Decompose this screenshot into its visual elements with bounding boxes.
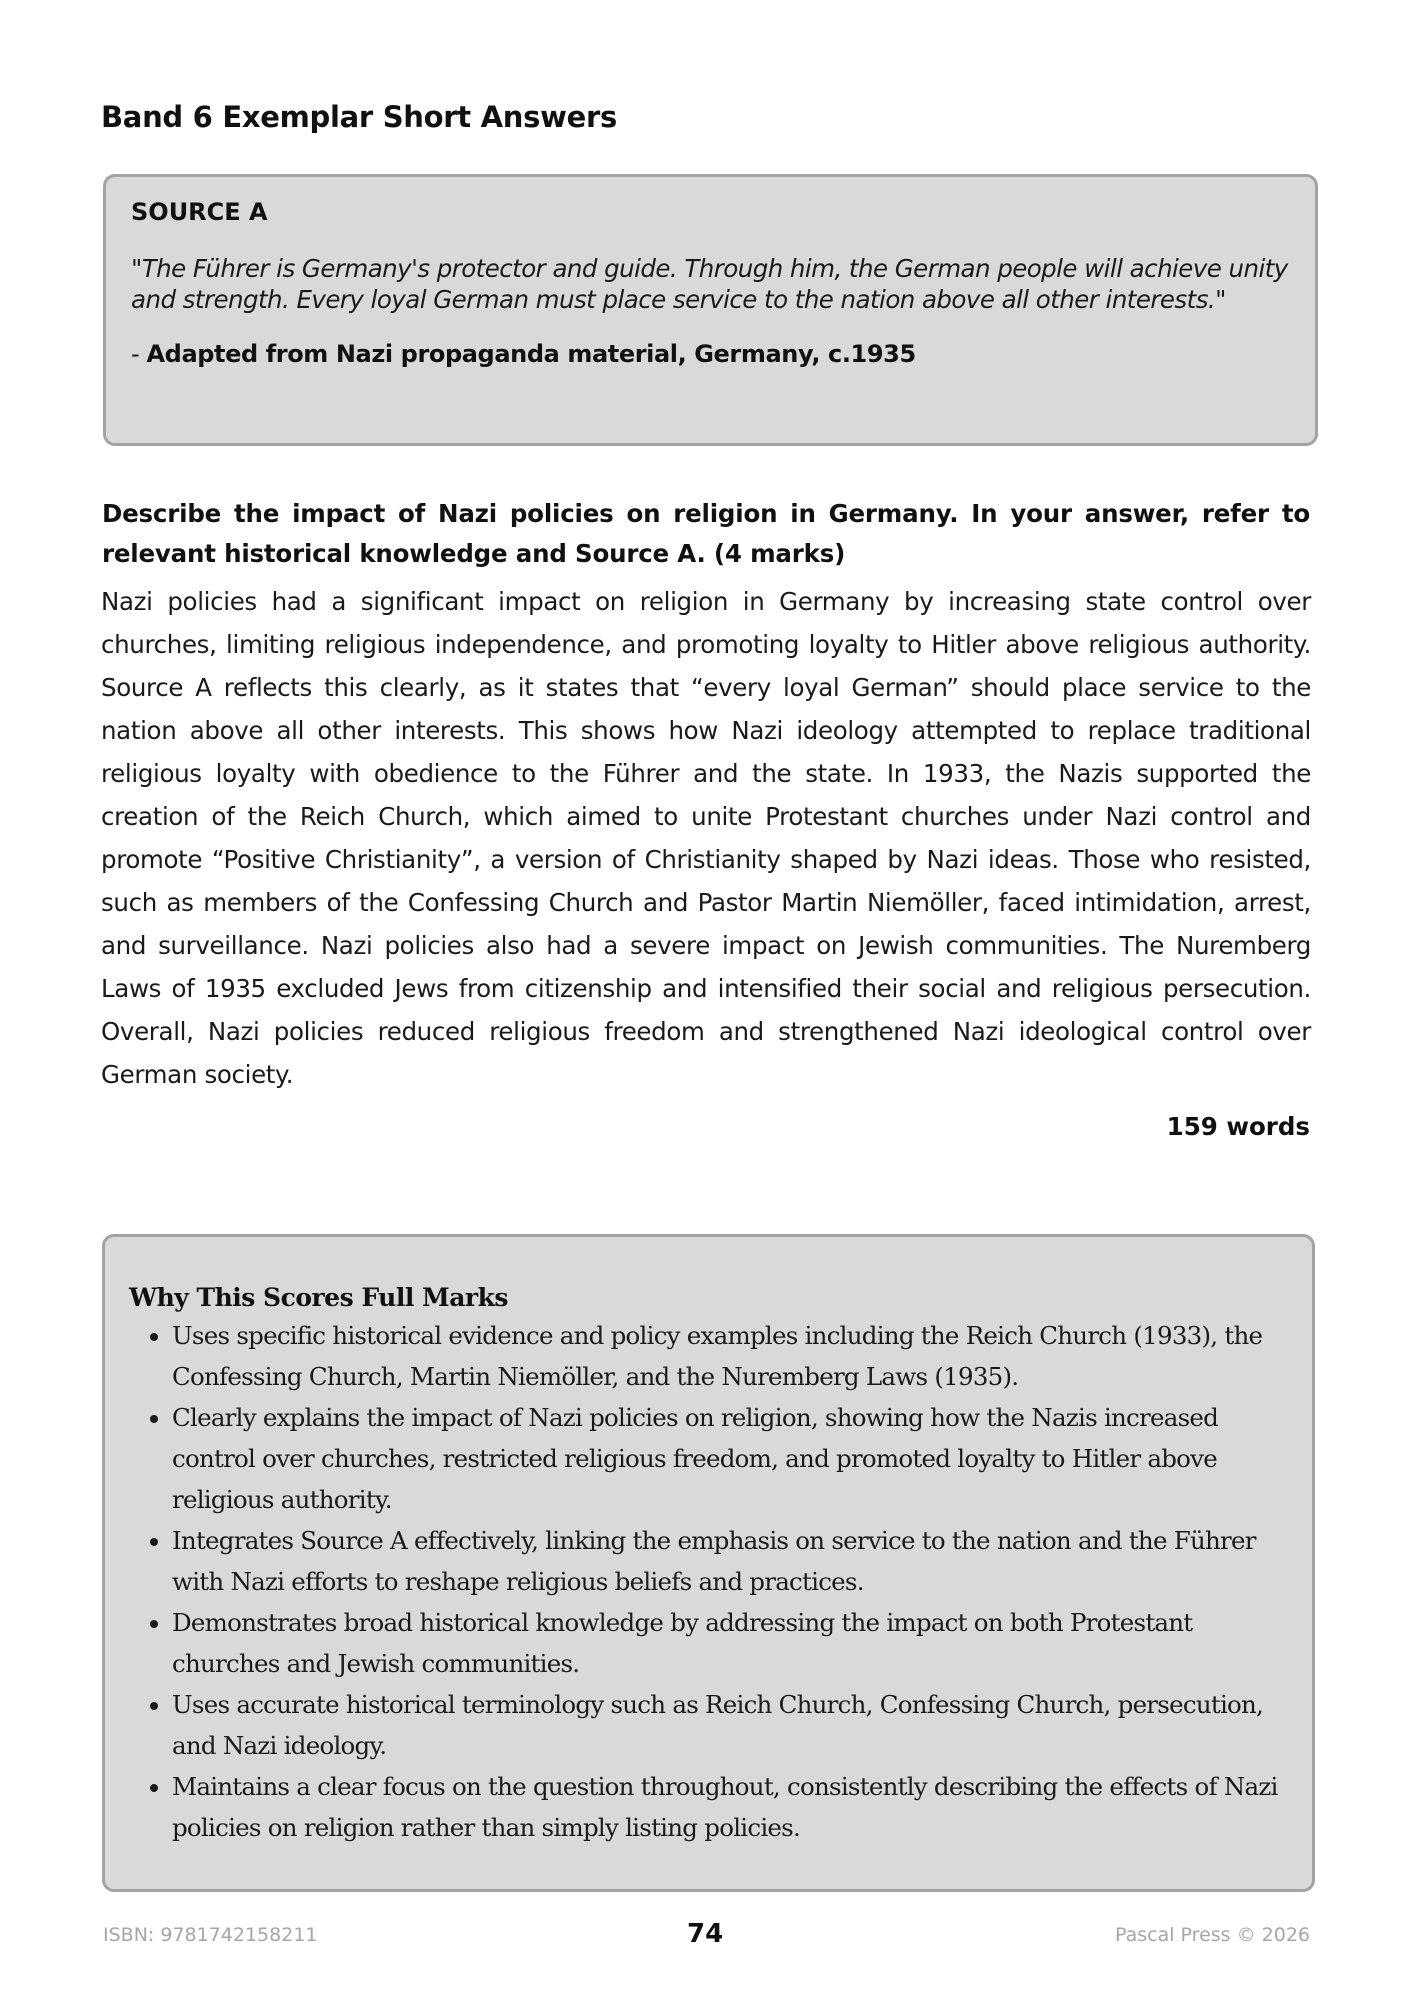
- footer-copyright: Pascal Press © 2026: [1115, 1924, 1310, 1946]
- full-marks-point: • Uses accurate historical terminology such as Reich Church, Confessing Church, persecution, and Nazi ideology.: [172, 1684, 1292, 1766]
- question-prompt: Describe the impact of Nazi policies on religion in Germany. In your answer, refer to relevant historical knowledge and Source A. (4 marks): [102, 499, 1310, 568]
- section-heading: Band 6 Exemplar Short Answers: [101, 100, 617, 134]
- full-marks-point: • Integrates Source A effectively, linking the emphasis on service to the nation and the Führer with Nazi efforts to reshape religious beliefs and practices.: [172, 1520, 1292, 1602]
- source-attribution-text: Adapted from Nazi propaganda material, Germany, c.1935: [146, 340, 916, 368]
- full-marks-list: [129, 1315, 1292, 1848]
- page-number: 74: [687, 1919, 724, 1949]
- source-box: [103, 174, 1318, 446]
- full-marks-point: • Clearly explains the impact of Nazi policies on religion, showing how the Nazis increased control over churches, restricted religious freedom, and promoted loyalty to Hitler above religious authority.: [172, 1397, 1292, 1520]
- word-count: 159 words: [1166, 1112, 1310, 1141]
- source-attribution: [131, 339, 1290, 369]
- full-marks-point: • Demonstrates broad historical knowledge by addressing the impact on both Protestant churches and Jewish communities.: [172, 1602, 1292, 1684]
- source-attribution-prefix: -: [131, 340, 147, 368]
- full-marks-point: • Uses specific historical evidence and policy examples including the Reich Church (1933), the Confessing Church, Martin Niemöller, and the Nuremberg Laws (1935).: [172, 1315, 1292, 1397]
- answer-text: Nazi policies had a significant impact on religion in Germany by increasing state control over churches, limiting religious independence, and promoting loyalty to Hitler above religious authority. Source A reflects this clearly, as it states that “every loyal German” should place service to the nation above all other interests. This shows how Nazi ideology attempted to replace traditional religious loyalty with obedience to the Führer and the state. In 1933, the Nazis supported the creation of the Reich Church, which aimed to unite Protestant churches under Nazi control and promote “Positive Christianity”, a version of Christianity shaped by Nazi ideas. Those who resisted, such as members of the Confessing Church and Pastor Martin Niemöller, faced intimidation, arrest, and surveillance. Nazi policies also had a severe impact on Jewish communities. The Nuremberg Laws of 1935 excluded Jews from citizenship and intensified their social and religious persecution. Overall, Nazi policies reduced religious freedom and strengthened Nazi ideological control over German society.: [101, 587, 1311, 1089]
- full-marks-heading: Why This Scores Full Marks: [129, 1283, 508, 1312]
- footer-isbn: ISBN: 9781742158211: [103, 1924, 318, 1946]
- source-label: SOURCE A: [131, 198, 268, 226]
- source-quote: "The Führer is Germany's protector and guide. Through him, the German people will achieve unity and strength. Every loyal German must place service to the nation above all other interests.": [131, 254, 1288, 314]
- full-marks-point: • Maintains a clear focus on the question throughout, consistently describing the effects of Nazi policies on religion rather than simply listing policies.: [172, 1766, 1292, 1848]
- full-marks-box: [102, 1234, 1315, 1892]
